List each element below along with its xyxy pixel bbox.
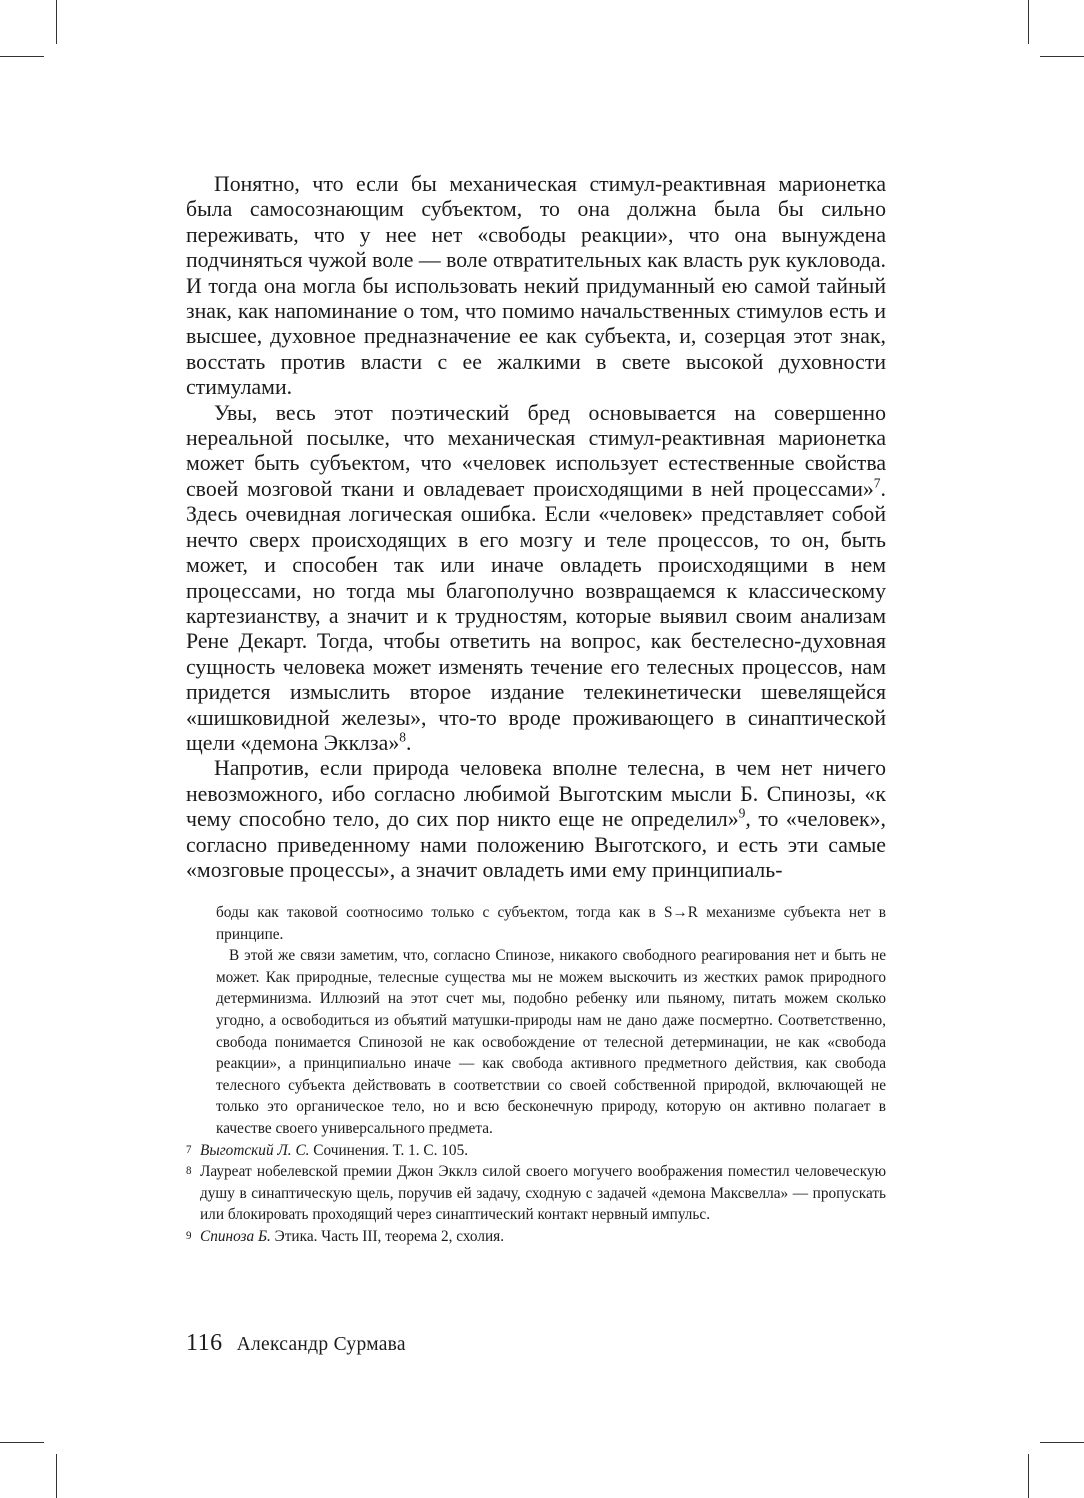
footnote-7: 7 Выготский Л. С. Сочинения. Т. 1. С. 105. xyxy=(186,1140,886,1162)
footnote-8: 8 Лауреат нобелевской премии Джон Экклз силой своего могучего воображения поместил человеческую душу в синаптическую щель, поручив ей задачу, сходную с задачей «демона Максвелла» — пропускать или блокировать проходящий через синаптический контакт нервный импульс. xyxy=(186,1161,886,1226)
footnote-continuation: боды как таковой соотносимо только с субъектом, тогда как в S→R механизме субъекта нет в принципе. xyxy=(216,904,886,943)
page-footer xyxy=(186,1330,406,1357)
footnote-continuation-paragraph: В этой же связи заметим, что, согласно Спинозе, никакого свободного реагирования нет и быть не может. Как природные, телесные существа мы не можем выскочить из жестких рамок природного детерминизма. Иллюзий на этот счет мы, подобно ребенку или пьяному, питать можем сколько угодно, а освободиться из объятий матушки-природы нам не дано даже посмертно. Соответственно, свобода понимается Спинозой не как освобождение от телесной детерминации, не как «свобода реакции», а принципиально иначе — как свобода активного предметного действия, как свобода телесного субъекта действовать в соответствии со своей собственной природой, включающей не только это органическое тело, но и всю бесконечную природу, которую он активно полагает в качестве своего универсального предмета. xyxy=(216,947,886,1137)
footnote-ref-8[interactable]: 8 xyxy=(399,729,406,745)
paragraph-2: Увы, весь этот поэтический бред основывается на совершенно нереальной посылке, что механическая стимул-реактивная марионетка может быть субъектом, что «человек использует естественные свойства своей мозговой ткани и овладевает происходящими в ней процессами»$^7$. Здесь очевидная логическая ошибка. Если «человек» представляет собой нечто сверх происходящих в его мозгу и теле процессов, то он, быть может, и способен так или иначе овладеть происходящими в нем процессами, но тогда мы благополучно возвращаемся к классическому картезианству, а значит и к трудностям, которые выявил своим анализам Рене Декарт. Тогда, чтобы ответить на вопрос, как бестелесно-духовная сущность человека может изменять течение его телесных процессов, нам придется измыслить второе издание телекинетически шевелящейся «шишковидной железы», что-то вроде проживающего в синаптической щели «демона Экклза»$^8$. xyxy=(186,400,886,755)
footnote-ref-9[interactable]: 9 xyxy=(738,805,746,821)
crop-mark-left-upper xyxy=(0,56,44,57)
crop-mark-right-lower xyxy=(1040,1442,1084,1443)
crop-mark-top-left xyxy=(56,0,57,44)
crop-mark-bottom-left xyxy=(56,1454,57,1498)
crop-mark-left-lower xyxy=(0,1442,44,1443)
paragraph-3: Напротив, если природа человека вполне телесна, в чем нет ничего невозможного, ибо согласно любимой Выготским мысли Б. Спинозы, «к чему способно тело, до сих пор никто еще не определил»$^9$, то «человек», согласно приведенному нами положению Выготского, и есть эти самые «мозговые процессы», а значит овладеть ими ему принципиаль- xyxy=(186,756,886,882)
main-text xyxy=(186,172,886,883)
crop-mark-right-upper xyxy=(1040,56,1084,57)
footnotes xyxy=(186,902,886,1248)
page-number: 116 xyxy=(186,1330,223,1356)
crop-mark-top-right xyxy=(1028,0,1029,44)
running-author: Александр Сурмава xyxy=(236,1334,406,1355)
footnote-ref-7[interactable]: 7 xyxy=(873,475,881,491)
footnote-number: 8 xyxy=(186,1165,192,1178)
paragraph-1: Понятно, что если бы механическая стимул-реактивная марионетка была самосознающим субъектом, то она должна была бы сильно переживать, что у нее нет «свободы реакции», что она вынуждена подчиняться чужой воле — воле отвратительных как власть рук кукловода. И тогда она могла бы использовать некий придуманный ею самой тайный знак, как напоминание о том, что помимо начальственных стимулов есть и высшее, духовное предназначение ее как субъекта, и, созерцая этот знак, восстать против власти с ее жалкими в свете высокой духовности стимулами. xyxy=(186,172,886,400)
crop-mark-bottom-right xyxy=(1028,1454,1029,1498)
footnote-number: 9 xyxy=(186,1229,192,1242)
footnote-author: Выготский Л. С. xyxy=(200,1141,310,1159)
footnote-number: 7 xyxy=(186,1143,192,1156)
footnote-author: Спиноза Б. xyxy=(200,1227,271,1245)
footnote-9: 9 Спиноза Б. Этика. Часть III, теорема 2, схолия. xyxy=(186,1226,886,1248)
